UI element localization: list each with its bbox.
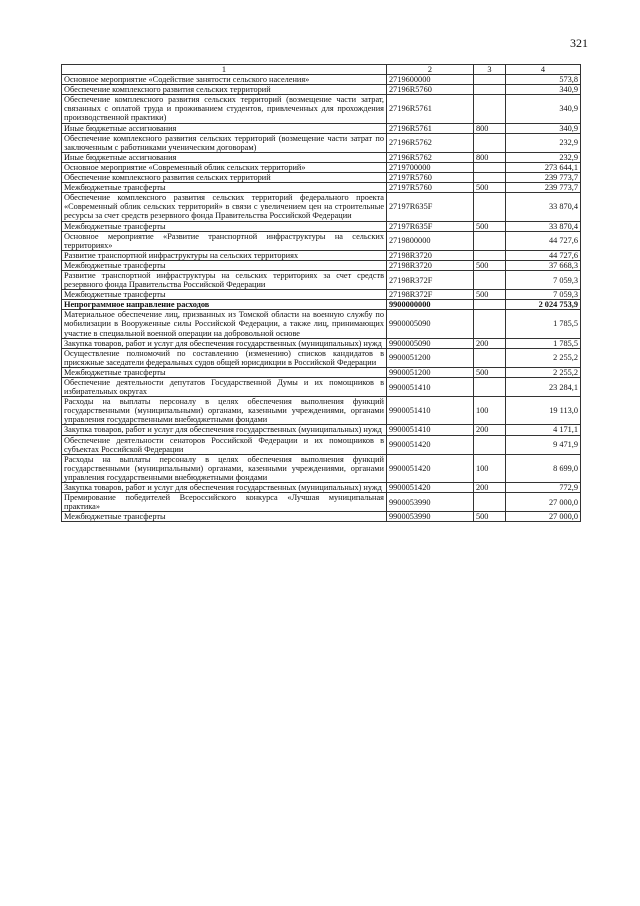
cell-name: Обеспечение деятельности сенаторов Российской Федерации и их помощников в субъектах Российской Федерации [62,435,387,454]
cell-amount: 2 255,2 [506,367,581,377]
cell-name: Иные бюджетные ассигнования [62,123,387,133]
cell-amount: 33 870,4 [506,221,581,231]
cell-amount: 573,8 [506,75,581,85]
cell-amount: 23 284,1 [506,378,581,397]
cell-type [474,348,506,367]
cell-type [474,435,506,454]
cell-name: Обеспечение комплексного развития сельских территорий (возмещение части затрат, связанных с оплатой труда и проживанием студентов, привлеченных для прохождения производственной практики) [62,95,387,123]
cell-name: Развитие транспортной инфраструктуры на сельских территориях за счет средств резервного фонда Правительства Российской Федерации [62,270,387,289]
cell-amount: 7 059,3 [506,290,581,300]
page-number: 321 [570,36,588,50]
budget-table [61,64,581,522]
cell-code: 9900051410 [387,378,474,397]
cell-amount: 2 024 753,9 [506,300,581,310]
cell-code: 27197R635F [387,221,474,231]
cell-code: 2719800000 [387,231,474,250]
cell-name: Межбюджетные трансферты [62,221,387,231]
cell-name: Расходы на выплаты персоналу в целях обеспечения выполнения функций государственными (муниципальными) органами, казенными учреждениями, органами управления государственными внебюджетными фондами [62,397,387,425]
cell-code: 9900051420 [387,483,474,493]
cell-type: 500 [474,221,506,231]
cell-name: Непрограммное направление расходов [62,300,387,310]
cell-code: 27196R5762 [387,152,474,162]
cell-type [474,95,506,123]
cell-code: 9900051200 [387,367,474,377]
cell-type: 100 [474,454,506,482]
cell-type [474,75,506,85]
cell-name: Основное мероприятие «Современный облик сельских территорий» [62,162,387,172]
cell-code: 2719700000 [387,162,474,172]
cell-type: 200 [474,425,506,435]
cell-name: Развитие транспортной инфраструктуры на сельских территориях [62,250,387,260]
table-row [62,435,581,454]
table-row [62,397,581,425]
table-row [62,378,581,397]
cell-type: 200 [474,338,506,348]
table-row [62,367,581,377]
cell-code: 9900051410 [387,425,474,435]
cell-name: Премирование победителей Всероссийского конкурса «Лучшая муниципальная практика» [62,493,387,512]
cell-name: Обеспечение комплексного развития сельских территорий (возмещение части затрат по заключенным с работниками ученическим договорам) [62,133,387,152]
cell-name: Закупка товаров, работ и услуг для обеспечения государственных (муниципальных) нужд [62,483,387,493]
cell-name: Основное мероприятие «Содействие занятости сельского населения» [62,75,387,85]
cell-name: Межбюджетные трансферты [62,183,387,193]
cell-type [474,300,506,310]
header-cell-amount: 4 [506,65,581,75]
table-row [62,260,581,270]
table-row [62,95,581,123]
cell-code: 9900053990 [387,512,474,522]
table-row [62,133,581,152]
table-row [62,300,581,310]
cell-name: Обеспечение комплексного развития сельских территорий федерального проекта «Современный облик сельских территорий» в связи с увеличением цен на строительные ресурсы за счет средств резервного фонда Правительства Российской Федерации [62,193,387,221]
cell-code: 27196R5761 [387,123,474,133]
cell-name: Расходы на выплаты персоналу в целях обеспечения выполнения функций государственными (муниципальными) органами, казенными учреждениями, органами управления государственными внебюджетными фондами [62,454,387,482]
table-row [62,348,581,367]
cell-amount: 239 773,7 [506,173,581,183]
cell-type [474,193,506,221]
cell-type [474,162,506,172]
cell-type [474,231,506,250]
cell-type: 200 [474,483,506,493]
cell-type [474,310,506,338]
cell-amount: 33 870,4 [506,193,581,221]
table-row [62,310,581,338]
cell-type: 800 [474,123,506,133]
cell-name: Иные бюджетные ассигнования [62,152,387,162]
cell-name: Межбюджетные трансферты [62,290,387,300]
cell-name: Обеспечение деятельности депутатов Государственной Думы и их помощников в избирательных округах [62,378,387,397]
table-row [62,425,581,435]
table-row [62,85,581,95]
cell-code: 27198R372F [387,270,474,289]
cell-code: 27196R5761 [387,95,474,123]
table-row [62,123,581,133]
cell-type [474,85,506,95]
cell-amount: 44 727,6 [506,250,581,260]
cell-type [474,133,506,152]
cell-code: 27196R5762 [387,133,474,152]
cell-code: 27197R5760 [387,183,474,193]
cell-amount: 273 644,1 [506,162,581,172]
cell-amount: 44 727,6 [506,231,581,250]
table-row [62,75,581,85]
cell-name: Обеспечение комплексного развития сельских территорий [62,173,387,183]
cell-type [474,173,506,183]
cell-code: 9900005090 [387,338,474,348]
cell-amount: 9 471,9 [506,435,581,454]
cell-name: Материальное обеспечение лиц, призванных из Томской области на военную службу по мобилизации в Вооруженные силы Российской Федерации, а также лиц, принимающих участие в специальной военной операции на добровольной основе [62,310,387,338]
cell-amount: 27 000,0 [506,512,581,522]
cell-amount: 1 785,5 [506,310,581,338]
cell-code: 27196R5760 [387,85,474,95]
cell-amount: 8 699,0 [506,454,581,482]
table-row [62,221,581,231]
cell-amount: 7 059,3 [506,270,581,289]
table-row [62,493,581,512]
cell-type [474,250,506,260]
cell-name: Межбюджетные трансферты [62,512,387,522]
cell-amount: 772,9 [506,483,581,493]
cell-code: 9900051410 [387,397,474,425]
table-row [62,183,581,193]
table-row [62,152,581,162]
cell-name: Закупка товаров, работ и услуг для обеспечения государственных (муниципальных) нужд [62,338,387,348]
cell-type [474,378,506,397]
cell-code: 9900005090 [387,310,474,338]
cell-type: 800 [474,152,506,162]
table-row [62,193,581,221]
table-row [62,270,581,289]
table-row [62,512,581,522]
table-header-row [62,65,581,75]
cell-amount: 239 773,7 [506,183,581,193]
cell-amount: 27 000,0 [506,493,581,512]
cell-code: 27198R3720 [387,260,474,270]
table-row [62,162,581,172]
cell-code: 27197R5760 [387,173,474,183]
cell-code: 9900000000 [387,300,474,310]
cell-name: Межбюджетные трансферты [62,367,387,377]
cell-amount: 37 668,3 [506,260,581,270]
cell-name: Основное мероприятие «Развитие транспортной инфраструктуры на сельских территориях» [62,231,387,250]
header-cell-code: 2 [387,65,474,75]
cell-amount: 340,9 [506,95,581,123]
cell-type: 100 [474,397,506,425]
cell-code: 2719600000 [387,75,474,85]
cell-amount: 2 255,2 [506,348,581,367]
cell-name: Осуществление полномочий по составлению (изменению) списков кандидатов в присяжные заседатели федеральных судов общей юрисдикции в Российской Федерации [62,348,387,367]
header-cell-type: 3 [474,65,506,75]
cell-code: 27197R635F [387,193,474,221]
cell-type [474,493,506,512]
cell-amount: 340,9 [506,85,581,95]
cell-amount: 232,9 [506,133,581,152]
table-row [62,454,581,482]
table-row [62,173,581,183]
cell-type: 500 [474,183,506,193]
cell-code: 9900051420 [387,435,474,454]
cell-amount: 340,9 [506,123,581,133]
cell-amount: 1 785,5 [506,338,581,348]
table-row [62,231,581,250]
header-cell-name: 1 [62,65,387,75]
cell-type: 500 [474,367,506,377]
table-row [62,250,581,260]
cell-type: 500 [474,290,506,300]
cell-amount: 4 171,1 [506,425,581,435]
cell-name: Межбюджетные трансферты [62,260,387,270]
cell-code: 27198R3720 [387,250,474,260]
cell-type [474,270,506,289]
cell-name: Обеспечение комплексного развития сельских территорий [62,85,387,95]
cell-code: 9900051200 [387,348,474,367]
table-row [62,290,581,300]
table-body [62,75,581,522]
cell-code: 9900053990 [387,493,474,512]
table-row [62,338,581,348]
cell-name: Закупка товаров, работ и услуг для обеспечения государственных (муниципальных) нужд [62,425,387,435]
cell-code: 27198R372F [387,290,474,300]
cell-type: 500 [474,260,506,270]
cell-amount: 232,9 [506,152,581,162]
table-row [62,483,581,493]
cell-amount: 19 113,0 [506,397,581,425]
cell-type: 500 [474,512,506,522]
cell-code: 9900051420 [387,454,474,482]
